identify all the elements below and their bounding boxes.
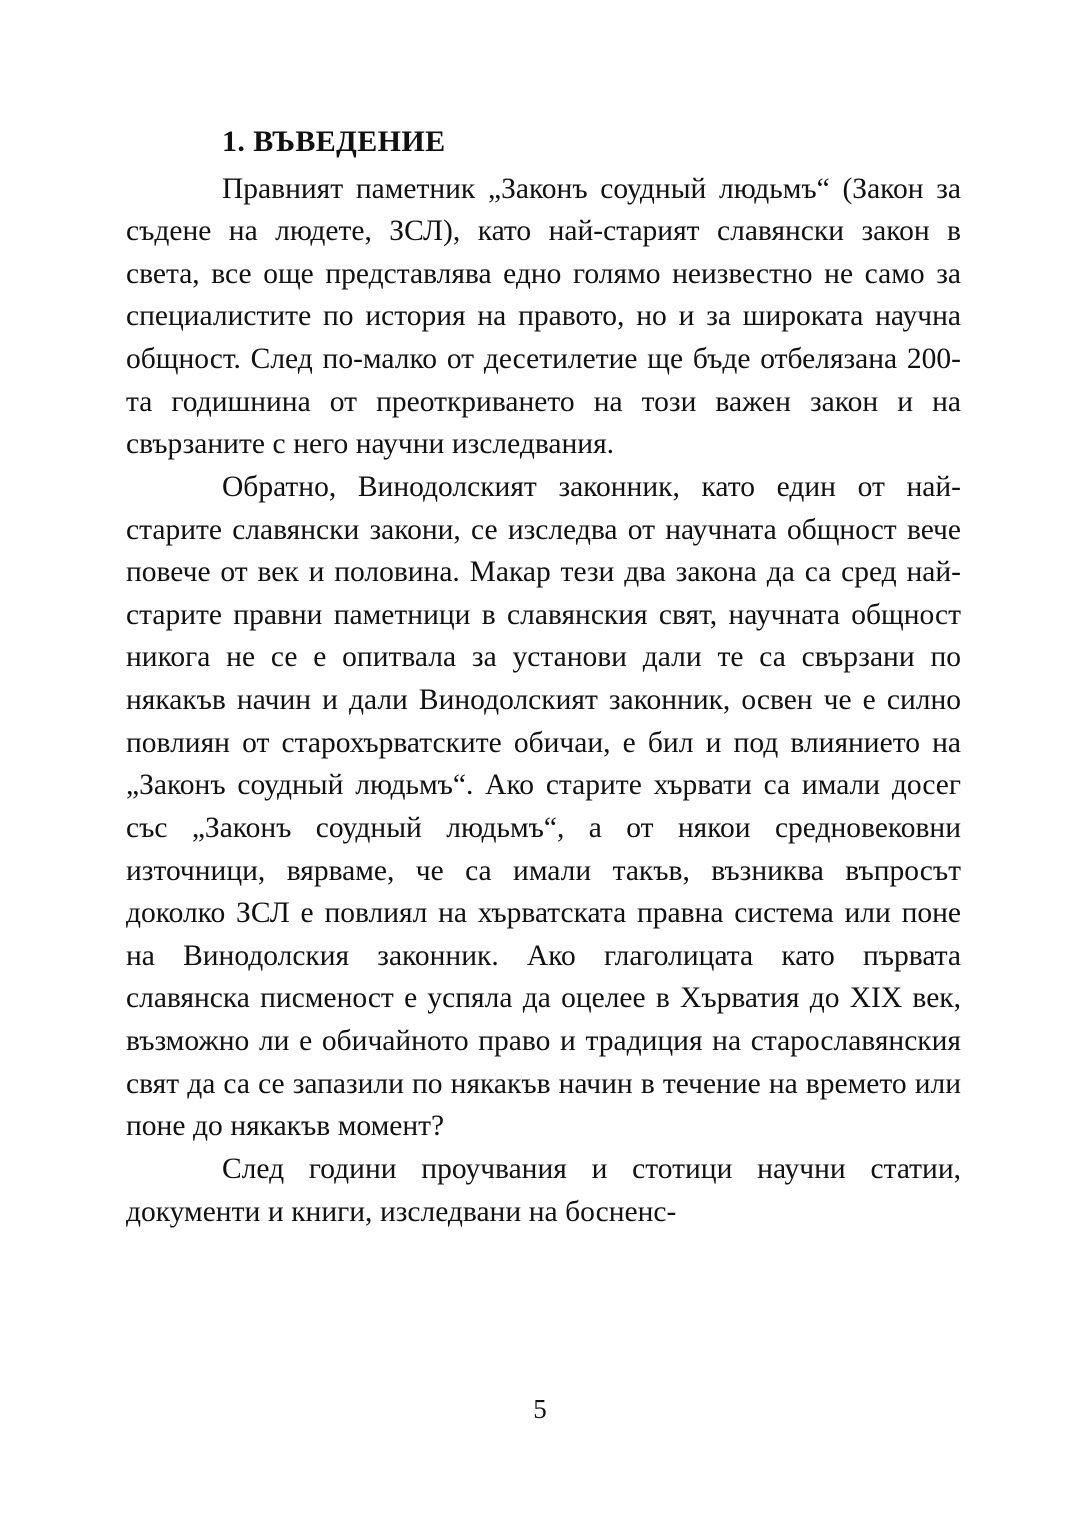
section-heading: 1. ВЪВЕДЕНИЕ <box>222 125 446 158</box>
page-number: 5 <box>533 1394 547 1424</box>
paragraph: Правният паметник „Законъ соудный людьмъ“ (Закон за съдене на людете, ЗСЛ), като най-старият славянски закон в света, все още представлява едно голямо неизвестно не само за специалистите по история на правото, но и за широката научна общност. След по-малко от десетилетие ще бъде отбелязана 200-та годишнина от преоткриването на този важен закон и на свързаните с него научни изследвания. <box>126 172 961 461</box>
paragraph: След години проучвания и стотици научни статии, документи и книги, изследвани на босненс- <box>126 1152 961 1228</box>
page-content <box>126 122 961 1233</box>
paragraph: Обратно, Винодолският законник, като един от най-старите славянски закони, се изследва от научната общност вече повече от век и половина. Макар тези два закона да са сред най-старите правни паметници в славянския свят, научната общност никога не се е опитвала за установи дали те са свързани по някакъв начин и дали Винодолският законник, освен че е силно повлиян от старохърватските обичаи, е бил и под влиянието на „Законъ соудный людьмъ“. Ако старите хървати са имали досег със „Законъ соудный людьмъ“, а от някои средновековни източници, вярваме, че са имали такъв, възниква въпросът доколко ЗСЛ е повлиял на хърватската правна система или поне на Винодолския законник. Ако глаголицата като първата славянска писменост е успяла да оцелее в Хърватия до XIX век, възможно ли е обичайното право и традиция на старославянския свят да са се запазили по някакъв начин в течение на времето или поне до някакъв момент? <box>126 470 961 1143</box>
